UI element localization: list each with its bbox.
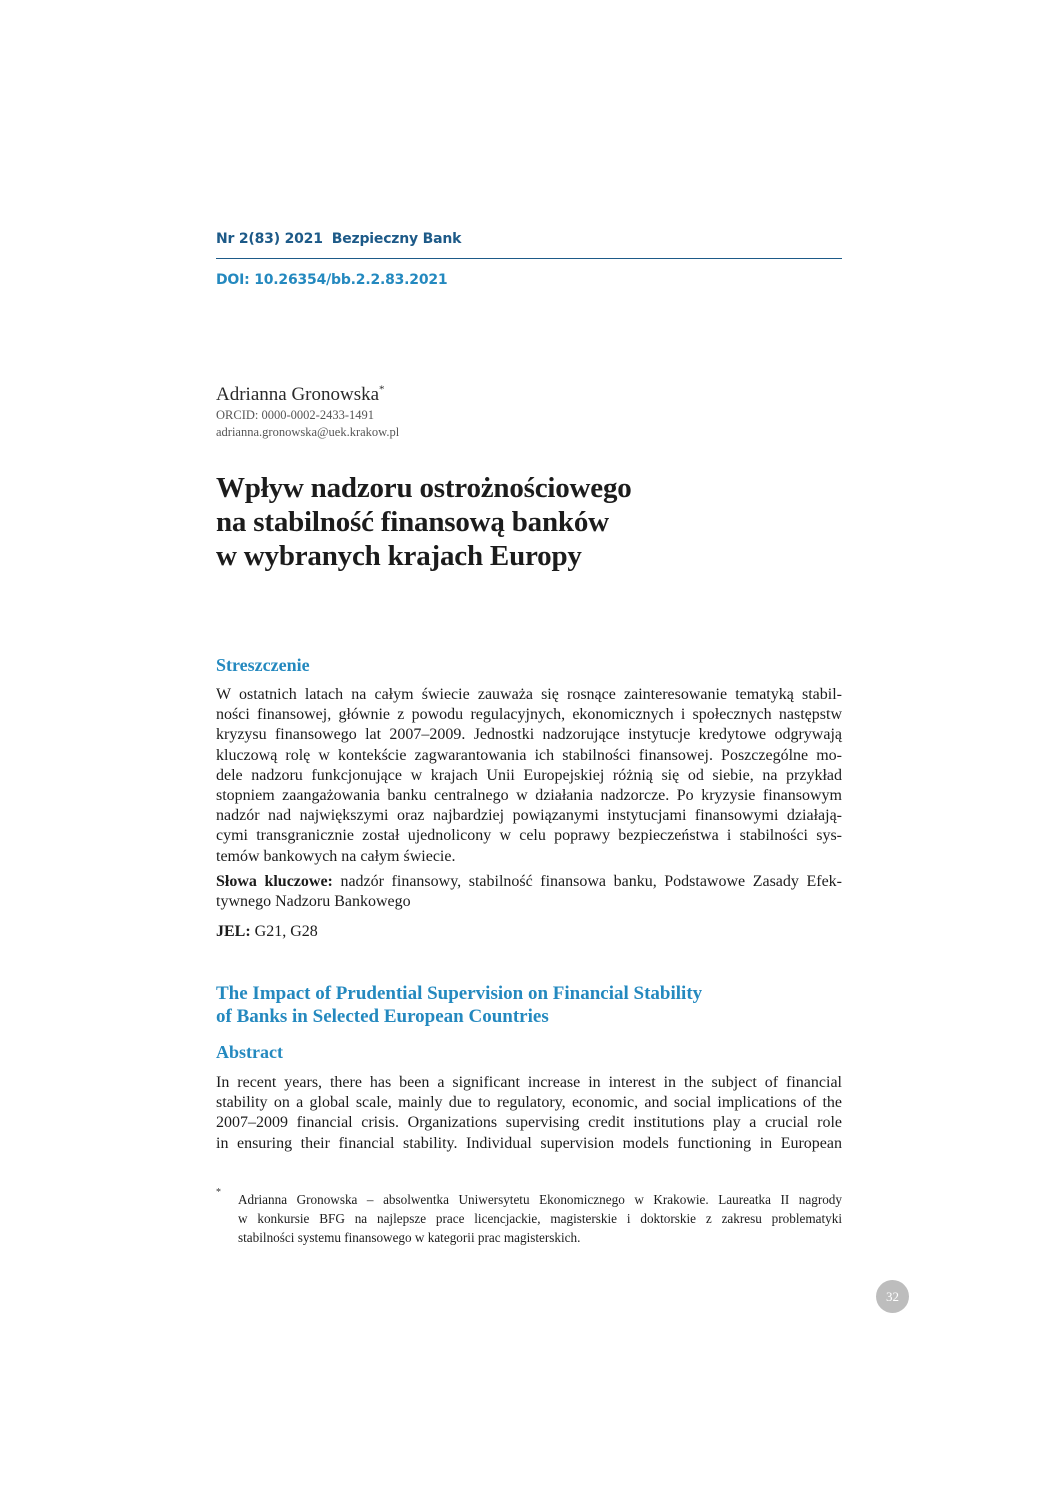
title-line: na stabilność finansową banków <box>216 506 609 538</box>
header-rule <box>216 258 842 259</box>
keywords-line: tywnego Nadzoru Bankowego <box>216 893 411 911</box>
keywords-label: Słowa kluczowe: <box>216 873 333 890</box>
text-line: W ostatnich latach na całym świecie zauważa się rosnące zainteresowanie tematyką stabil- <box>216 686 842 703</box>
issue-number: Nr 2(83) 2021 <box>216 231 323 247</box>
author-email[interactable]: adrianna.gronowska@uek.krakow.pl <box>216 425 400 439</box>
jel-value: G21, G28 <box>254 923 318 940</box>
abstract-body <box>216 1073 842 1154</box>
journal-name: Bezpieczny Bank <box>331 231 462 247</box>
footnote-ref[interactable]: * <box>379 383 385 396</box>
author-name: Adrianna Gronowska <box>216 384 380 405</box>
english-title-line: The Impact of Prudential Supervision on Financial Stability <box>216 983 703 1004</box>
title-line: w wybranych krajach Europy <box>216 540 582 572</box>
jel-codes <box>216 922 842 942</box>
jel-label: JEL: <box>216 923 251 940</box>
page-number: 32 <box>876 1280 909 1313</box>
text-line: stability on a global scale, mainly due to regulatory, economic, and social implications of the <box>216 1094 842 1112</box>
text-line: 2007–2009 financial crisis. Organizations supervising credit institutions play a crucial role <box>216 1114 842 1132</box>
article-title <box>216 471 816 573</box>
orcid: ORCID: 0000-0002-2433-1491 <box>216 408 374 422</box>
text-line: ności finansowej, głównie z powodu regulacyjnych, ekonomicznych i społecznych następstw <box>216 706 842 724</box>
journal-header <box>216 231 461 247</box>
text-line: stopniem zaangażowania banku centralnego w działania nadzorcze. Po kryzysie finansowym <box>216 787 842 805</box>
footnote-mark: * <box>216 1187 221 1198</box>
abstract-heading: Abstract <box>216 1042 283 1062</box>
footnote-line: Adrianna Gronowska – absolwentka Uniwersytetu Ekonomicznego w Krakowie. Laureatka II nagrody <box>238 1192 842 1207</box>
footnote-line: w konkursie BFG na najlepsze prace licencjackie, magisterskie i doktorskie z zakresu problematyki <box>238 1211 842 1226</box>
text-line: cymi transgranicznie został ujednolicony w celu poprawy bezpieczeństwa i stabilności sys- <box>216 827 842 845</box>
text-line: temów bankowych na całym świecie. <box>216 847 456 865</box>
doi[interactable]: DOI: 10.26354/bb.2.2.83.2021 <box>216 272 448 288</box>
text-line: nadzór nad największymi oraz najbardziej powiązanymi instytucjami finansowymi działają- <box>216 807 842 825</box>
keywords-line: nadzór finansowy, stabilność finansowa banku, Podstawowe Zasady Efek- <box>340 873 842 890</box>
text-line: dele nadzoru funkcjonujące w krajach Unii Europejskiej różnią się od siebie, na przykład <box>216 766 842 784</box>
streszczenie-heading: Streszczenie <box>216 655 310 675</box>
title-line: Wpływ nadzoru ostrożnościowego <box>216 472 632 504</box>
streszczenie-body <box>216 685 842 867</box>
keywords <box>216 872 842 912</box>
text-line: In recent years, there has been a significant increase in interest in the subject of financial <box>216 1074 842 1091</box>
footnote-line: stabilności systemu finansowego w kategorii prac magisterskich. <box>238 1230 581 1245</box>
english-title-line: of Banks in Selected European Countries <box>216 1006 549 1027</box>
footnote <box>238 1190 842 1247</box>
text-line: in ensuring their financial stability. Individual supervision models functioning in European <box>216 1134 842 1152</box>
text-line: kryzysu finansowego lat 2007–2009. Jednostki nadzorujące instytucje kredytowe odgrywają <box>216 726 842 744</box>
text-line: kluczową rolę w kontekście zagwarantowania ich stabilności finansowej. Poszczególne mo- <box>216 746 842 764</box>
english-title <box>216 982 842 1028</box>
author-name-block <box>216 384 385 406</box>
